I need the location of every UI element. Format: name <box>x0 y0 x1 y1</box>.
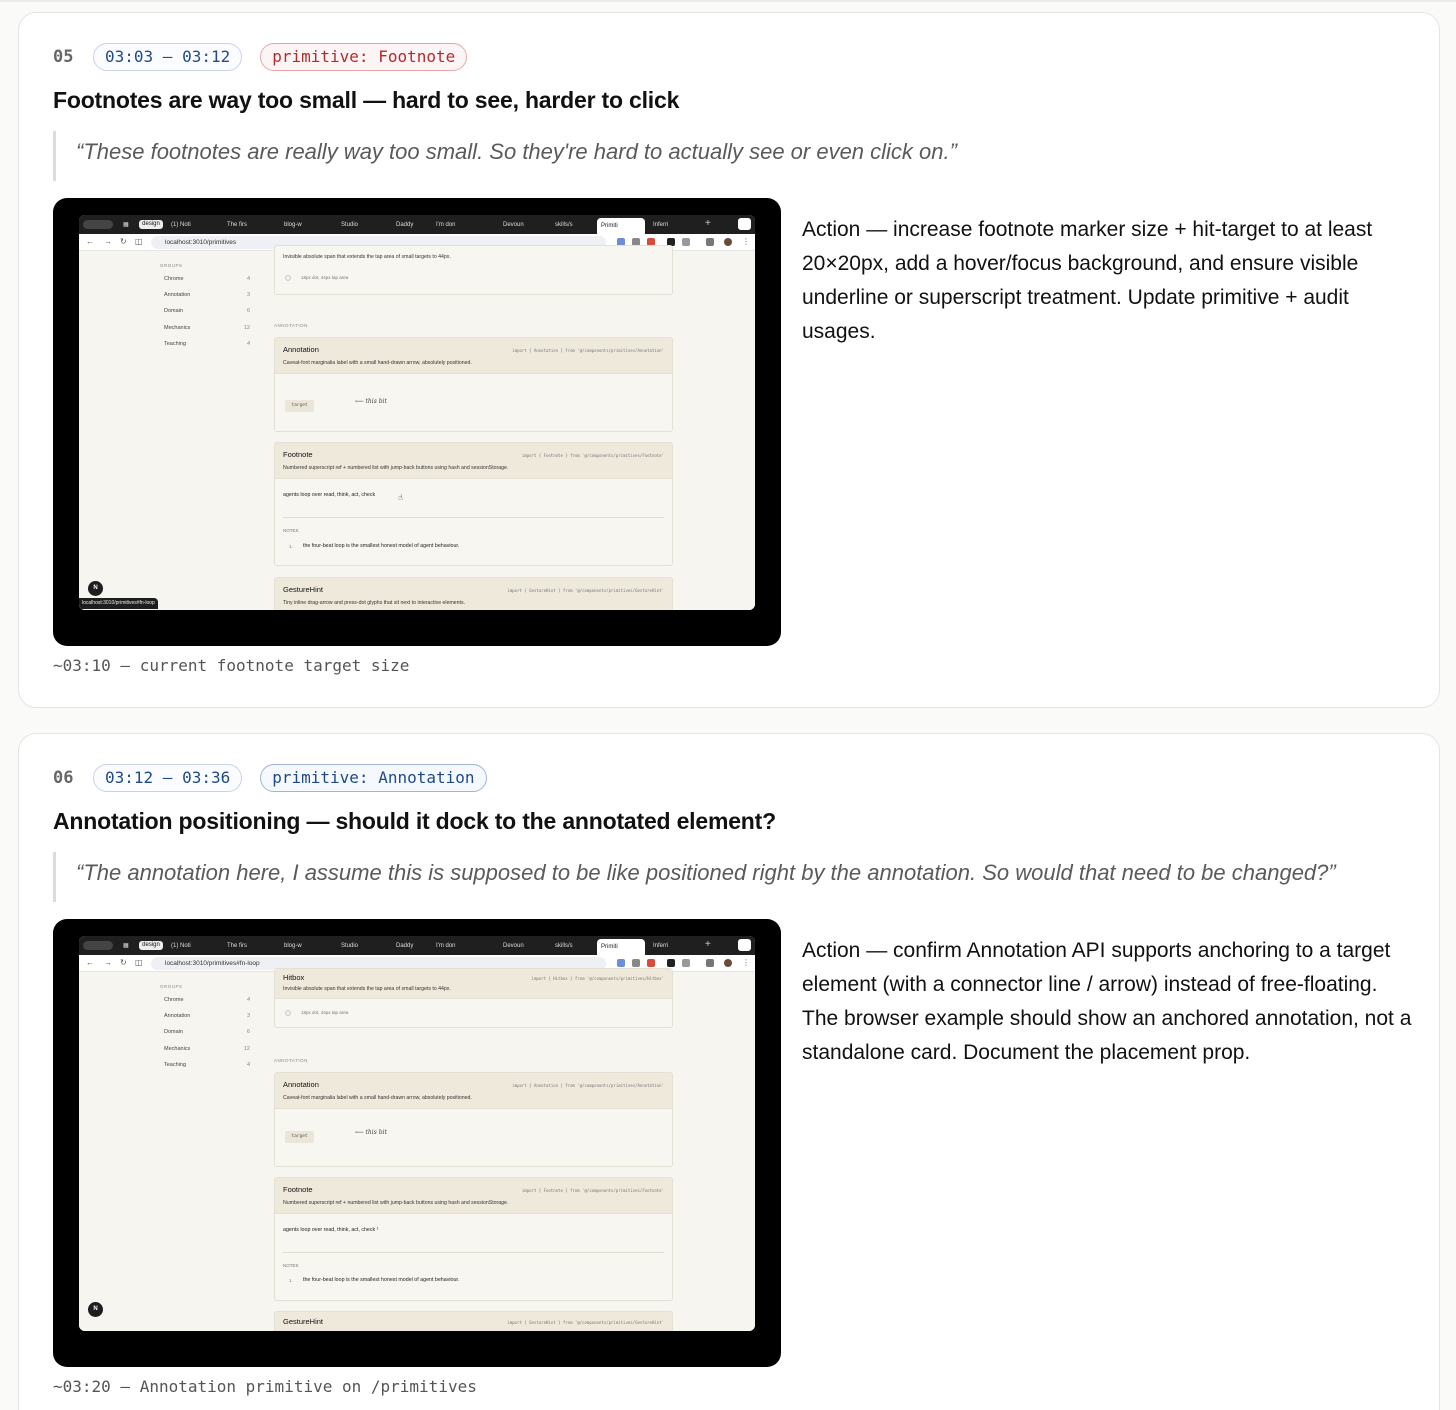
caption: ~03:20 — Annotation primitive on /primitives <box>53 1377 477 1396</box>
avatar <box>724 238 732 246</box>
tab-item: (1) Noti <box>171 222 191 228</box>
forward-icon: → <box>104 958 112 967</box>
next-badge: N <box>88 581 103 596</box>
demo-dot <box>285 275 291 281</box>
annotation-arrow: ⟵ this bit <box>355 1129 387 1136</box>
extension-icon <box>647 959 655 967</box>
primitive-tag: primitive: Footnote <box>260 43 467 71</box>
card-number: 06 <box>53 768 74 788</box>
tab-active: Primiti <box>597 218 645 234</box>
sidebar-item: Domain 6 <box>164 1029 250 1035</box>
status-url: localhost:3010/primitives#fn-loop <box>79 598 158 609</box>
tab-icon: ▦ <box>123 222 129 228</box>
timerange-badge[interactable]: 03:12 – 03:36 <box>93 764 242 792</box>
action-text: Action — confirm Annotation API supports anchoring to a target element (with a connector line / arrow) instead of free-floating. The browser example should show an anchored annotation, not a standalone card. Document the placement prop. <box>802 939 1412 1064</box>
tab-item: blog-w <box>284 943 302 949</box>
reload-icon: ↻ <box>120 237 127 246</box>
card-title: Footnotes are way too small — hard to see, harder to click <box>53 87 680 113</box>
target-chip: target <box>285 1131 314 1143</box>
tab-item: Devoun <box>503 222 524 228</box>
menu-icon: ⋮ <box>742 958 750 967</box>
page-content <box>79 972 755 1331</box>
tab-item: Inferri <box>653 943 669 949</box>
feedback-card-06 <box>18 733 1440 1410</box>
sidebar-item: Annotation 3 <box>164 292 250 298</box>
tab-menu-icon <box>738 939 751 951</box>
back-icon: ← <box>86 237 94 246</box>
tab-menu-icon <box>738 218 751 230</box>
demo-dot <box>285 1010 291 1016</box>
extension-icon <box>632 959 640 967</box>
sidebar-item: Mechanics 12 <box>164 1046 250 1052</box>
sidebar-item: Annotation 3 <box>164 1013 250 1019</box>
annotation-arrow: ⟵ this bit <box>355 398 387 405</box>
tab-item: Inferri <box>653 222 669 228</box>
extension-icon <box>617 959 625 967</box>
tab-design: design <box>139 941 163 950</box>
tab-item: Daddy <box>396 943 414 949</box>
card-meta <box>53 43 485 71</box>
caption: ~03:10 — current footnote target size <box>53 656 410 675</box>
tab-item: skills/s <box>555 943 573 949</box>
extension-icon <box>706 959 714 967</box>
action-text: Action — increase footnote marker size + hit-target to at least 20×20px, add a hover/focus background, and ensure visible underline or superscript treatment. Update primitive + audit usages. <box>802 218 1373 343</box>
annotation-card: Annotation import { Annotation } from '@/components/primitives/Annotation' Caveat-font marginalia label with a small hand-drawn arrow, absolutely positioned. target ⟵ this bit <box>274 1072 673 1167</box>
tab-item: Daddy <box>396 222 414 228</box>
hitbox-card: Invisible absolute span that extends the tap area of small targets to 44px. 18px dot, 44px tap area <box>274 245 673 295</box>
forward-icon: → <box>104 237 112 246</box>
primitive-tag: primitive: Annotation <box>260 764 486 792</box>
quote: “The annotation here, I assume this is supposed to be like positioned right by the annotation. So would that need to be changed?” <box>53 852 1413 902</box>
card-title: Annotation positioning — should it dock to the annotated element? <box>53 808 776 834</box>
tab-icon: ▦ <box>123 943 129 949</box>
groups-label: GROUPS <box>160 984 183 989</box>
tab-strip <box>79 215 755 234</box>
tab-item: Studio <box>341 222 359 228</box>
tab-design: design <box>139 220 163 229</box>
tab-item: blog-w <box>284 222 302 228</box>
tab-item: skills/s <box>555 222 573 228</box>
extension-icon <box>706 238 714 246</box>
new-tab-icon: + <box>705 939 711 950</box>
screenshot-frame[interactable] <box>53 919 781 1367</box>
tab-search-icon <box>83 941 113 950</box>
timerange-badge[interactable]: 03:03 – 03:12 <box>93 43 242 71</box>
tab-item: I'm don <box>436 943 456 949</box>
extension-icon <box>667 959 675 967</box>
extension-icon <box>682 238 690 246</box>
top-divider <box>0 0 1456 2</box>
section-label: ANNOTATION <box>274 1058 308 1063</box>
reload-icon: ↻ <box>120 958 127 967</box>
sidebar-item: Teaching 4 <box>164 341 250 347</box>
tab-item: Studio <box>341 943 359 949</box>
new-tab-icon: + <box>705 218 711 229</box>
sidebar-icon: ◫ <box>135 958 143 967</box>
sidebar-item: Chrome 4 <box>164 276 250 282</box>
tab-item: I'm don <box>436 222 456 228</box>
tab-active: Primiti <box>597 939 645 955</box>
section-label: ANNOTATION <box>274 323 308 328</box>
groups-label: GROUPS <box>160 263 183 268</box>
footnote-card: Footnote import { Footnote } from '@/components/primitives/Footnote' Numbered superscript ref + numbered list with jump-back buttons using hash and sessionStorage. agents loop over read, think, act, check ☝ NOTES 1. the four-beat loop is the smallest honest model of agent behaviour. <box>274 442 673 566</box>
target-chip: target <box>285 400 314 412</box>
annotation-card: Annotation import { Annotation } from '@/components/primitives/Annotation' Caveat-font marginalia label with a small hand-drawn arrow, absolutely positioned. target ⟵ this bit <box>274 337 673 432</box>
gesturehint-card: GestureHint import { GestureHint } from '@/components/primitives/GestureHint' Tiny inline drag-arrow and press-dot glyphs that sit next to interactive elements. <box>274 577 673 610</box>
hitbox-card: Hitbox import { Hitbox } from '@/components/primitives/Hitbox' Invisible absolute span that extends the tap area of small targets to 44px. 18px dot, 44px tap area <box>274 968 673 1028</box>
tab-item: (1) Noti <box>171 943 191 949</box>
sidebar-item: Mechanics 12 <box>164 325 250 331</box>
sidebar-icon: ◫ <box>135 237 143 246</box>
sidebar-item: Chrome 4 <box>164 997 250 1003</box>
tab-item: The firs <box>227 943 248 949</box>
menu-icon: ⋮ <box>742 237 750 246</box>
tab-strip <box>79 936 755 955</box>
tab-item: The firs <box>227 222 248 228</box>
tab-search-icon <box>83 220 113 229</box>
avatar <box>724 959 732 967</box>
extension-icon <box>682 959 690 967</box>
feedback-card-05 <box>18 12 1440 708</box>
browser-window <box>79 936 755 1331</box>
browser-window <box>79 215 755 610</box>
card-number: 05 <box>53 47 74 67</box>
tab-item: Devoun <box>503 943 524 949</box>
quote: “These footnotes are really way too small. So they're hard to actually see or even click on.” <box>53 131 1413 181</box>
screenshot-frame[interactable] <box>53 198 781 646</box>
card-meta <box>53 764 505 792</box>
page-content <box>79 251 755 610</box>
sidebar-item: Teaching 4 <box>164 1062 250 1068</box>
back-icon: ← <box>86 958 94 967</box>
sidebar-item: Domain 6 <box>164 308 250 314</box>
url-field: localhost:3010/primitives <box>151 236 606 249</box>
url-field: localhost:3010/primitives#fn-loop <box>151 957 606 970</box>
gesturehint-card: GestureHint import { GestureHint } from '@/components/primitives/GestureHint' <box>274 1311 673 1331</box>
footnote-card: Footnote import { Footnote } from '@/components/primitives/Footnote' Numbered superscript ref + numbered list with jump-back buttons using hash and sessionStorage. agents loop over read, think, act, check ¹ NOTES 1. the four-beat loop is the smallest honest model of agent behaviour. <box>274 1177 673 1301</box>
cursor-icon: ☝ <box>398 493 403 502</box>
next-badge: N <box>88 1302 103 1317</box>
